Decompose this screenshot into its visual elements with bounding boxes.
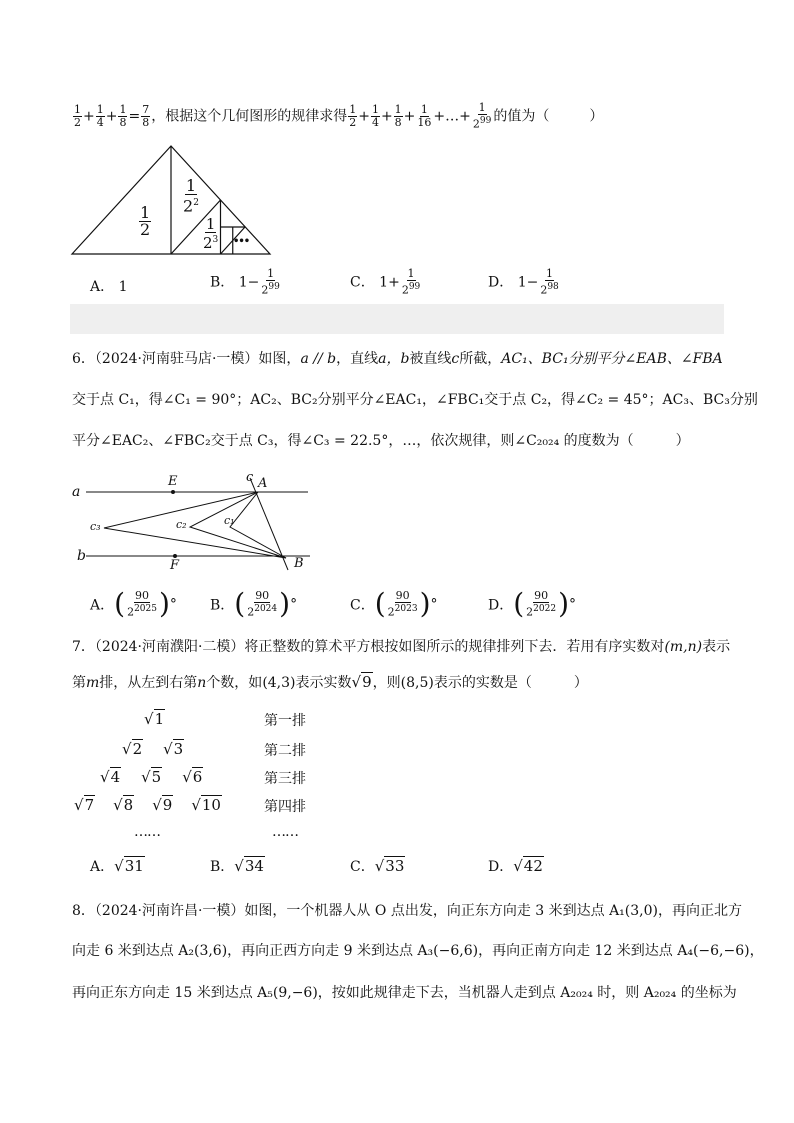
q8-line-2: 向走 6 米到达点 A₂(3,6)，再向正西方向走 9 米到达点 A₃(−6,6)，再向正南方向走 12 米到达点 A₄(−6,−6)，	[72, 943, 764, 959]
q6-line-2: 交于点 C₁，得∠C₁ = 90°；AC₂、BC₂分别平分∠EAC₁，∠FBC₁交于点 C₂，得∠C₂ = 45°；AC₃、BC₃分别	[72, 392, 758, 408]
fraction: $\frac{7}{8}$	[142, 102, 150, 129]
q5-intro-text: 根据这个几何图形的规律求得	[165, 108, 348, 125]
q7-row-1: √1	[144, 710, 165, 728]
q7-row-label-2: 第二排	[264, 743, 306, 759]
fraction: $\frac{1}{4}$	[371, 102, 379, 129]
q5-option-b[interactable]: B． 1− $\frac{1}{2^{99}}$	[210, 267, 280, 297]
q6-option-b[interactable]: B． ( $\frac{90}{2^{2024}}$ ) °	[210, 587, 298, 621]
q6-line-3: 平分∠EAC₂、∠FBC₂交于点 C₃，得∠C₃ = 22.5°，…，依次规律，则∠C₂₀₂₄ 的度数为（ ）	[72, 433, 690, 449]
q6-label-a: a	[72, 484, 81, 500]
q5-option-d[interactable]: D． 1− $\frac{1}{2^{98}}$	[488, 267, 559, 297]
fraction: $\frac{1}{4}$	[96, 102, 104, 129]
q7-row-3: √4 √5 √6	[100, 768, 203, 786]
fraction: $\frac{1}{2}$	[349, 102, 357, 129]
q7-option-d[interactable]: D．√42	[488, 857, 543, 875]
q6-option-a[interactable]: A． ( $\frac{90}{2^{2025}}$ ) °	[90, 587, 177, 621]
fraction: $\frac{1}{8}$	[394, 102, 402, 129]
q7-row-2: √2 √3	[122, 740, 184, 758]
q5-label-ellipsis: •••	[233, 236, 250, 247]
q8-line-3: 再向正东方向走 15 米到达点 A₅(9,−6)，按如此规律走下去，当机器人走到点 A₂₀₂₄ 时，则 A₂₀₂₄ 的坐标为	[72, 985, 737, 1001]
q7-ellipsis-right: ……	[272, 824, 298, 840]
q6-label-A: A	[258, 476, 268, 491]
q6-option-d[interactable]: D． ( $\frac{90}{2^{2022}}$ ) °	[488, 587, 577, 621]
q6-label-b: b	[77, 548, 86, 564]
q6-label-c: c	[246, 470, 254, 485]
q8-line-1: 8．（2024·河南许昌·一模）如图，一个机器人从 O 点出发，向正东方向走 3 米到达点 A₁(3,0)，再向正北方	[72, 903, 742, 919]
q7-ellipsis-left: ……	[134, 824, 160, 840]
q5-label-half: $\frac{1}{2}$	[140, 203, 151, 239]
q5-stem: $\frac{1}{2}$ + $\frac{1}{4}$ + $\frac{1}{8}$ = $\frac{7}{8}$ ，根据这个几何图形的规律求得 $\frac{1}{2}$ + $\frac{1}{4}$ + $\frac{1}{8}$ + $\frac{1}{16}$ +…+ $\frac{1}{2^{99}}$ 的值为（ ）	[74, 101, 604, 131]
q7-row-4: √7 √8 √9 √10	[74, 796, 221, 814]
q7-option-c[interactable]: C．√33	[350, 857, 405, 875]
fraction: $\frac{1}{2}$	[74, 102, 81, 129]
q5-label-eighth: $\frac{1}{2^3}$	[203, 215, 219, 252]
q6-label-c2: c₂	[176, 518, 187, 531]
q6-option-c[interactable]: C． ( $\frac{90}{2^{2023}}$ ) °	[350, 587, 438, 621]
q7-row-label-4: 第四排	[264, 799, 306, 815]
q6-label-c1: c₁	[224, 514, 235, 527]
q7-row-label-3: 第三排	[264, 771, 306, 787]
fraction: $\frac{1}{8}$	[119, 102, 127, 129]
q6-label-F: F	[170, 558, 180, 573]
q5-option-c[interactable]: C． 1+ $\frac{1}{2^{99}}$	[350, 267, 421, 297]
q6-line-1: 6．（2024·河南驻马店·一模）如图，a // b，直线a，b被直线c所截，AC₁、BC₁分别平分∠EAB、∠FBA	[72, 351, 723, 367]
q6-label-B: B	[294, 556, 304, 571]
q7-line-2: 第m排，从左到右第n个数，如(4,3)表示实数√9，则(8,5)表示的实数是（ ）	[72, 673, 588, 691]
q7-option-a[interactable]: A．√31	[90, 857, 144, 875]
q6-parallel-lines-figure	[70, 470, 330, 574]
q7-row-label-1: 第一排	[264, 713, 306, 729]
q6-label-E: E	[168, 474, 178, 489]
q7-option-b[interactable]: B．√34	[210, 857, 264, 875]
q5-label-quarter: $\frac{1}{2^2}$	[183, 176, 199, 216]
fraction: $\frac{1}{2^{99}}$	[472, 101, 492, 131]
q5-option-a[interactable]: A． 1	[90, 279, 128, 295]
fraction: $\frac{1}{16}$	[417, 102, 432, 129]
q6-label-c3: c₃	[90, 520, 101, 533]
answer-band	[70, 304, 724, 334]
q7-line-1: 7．（2024·河南濮阳·二模）将正整数的算术平方根按如图所示的规律排列下去．若用有序实数对(m,n)表示	[72, 639, 731, 655]
